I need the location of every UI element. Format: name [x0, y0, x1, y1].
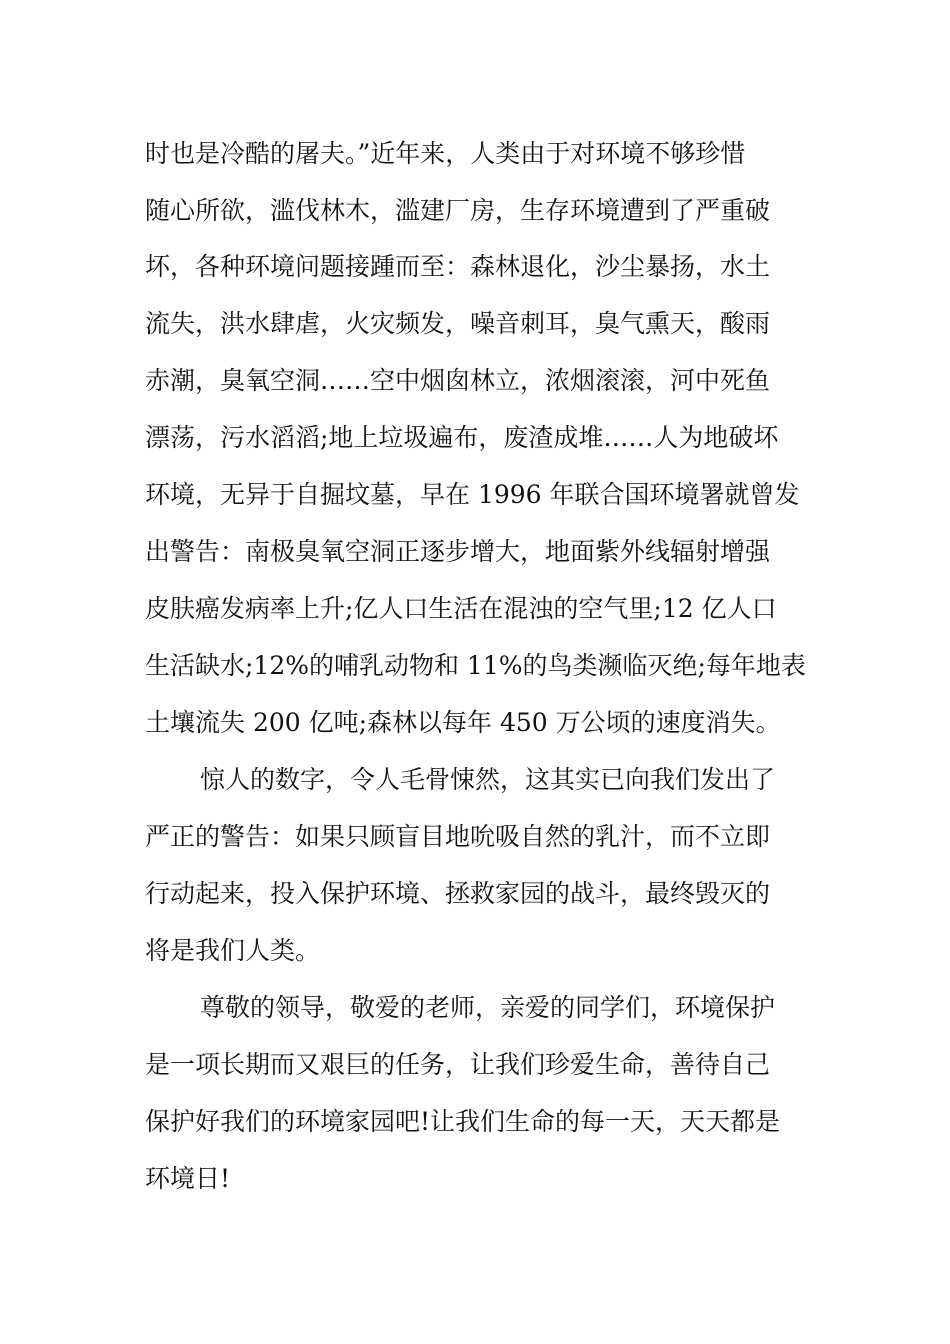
- text-line: 赤潮，臭氧空洞……空中烟囱林立，浓烟滚滚，河中死鱼: [145, 366, 771, 395]
- text-line: 是一项长期而又艰巨的任务，让我们珍爱生命，善待自己: [145, 1050, 771, 1079]
- paragraph-start-line: 惊人的数字，令人毛骨悚然，这其实已向我们发出了: [200, 765, 776, 794]
- text-line: 严正的警告：如果只顾盲目地吮吸自然的乳汁，而不立即: [145, 822, 771, 851]
- text-line: 流失，洪水肆虐，火灾频发，噪音刺耳，臭气熏天，酸雨: [145, 309, 771, 338]
- text-line: 环境，无异于自掘坟墓，早在 1996 年联合国环境署就曾发: [145, 480, 800, 509]
- text-line: 将是我们人类。: [145, 936, 321, 965]
- text-line: 随心所欲，滥伐林木，滥建厂房，生存环境遭到了严重破: [145, 196, 771, 225]
- text-line: 行动起来，投入保护环境、拯救家园的战斗，最终毁灭的: [145, 879, 771, 908]
- text-line: 生活缺水;12%的哺乳动物和 11%的鸟类濒临灭绝;每年地表: [145, 651, 806, 680]
- text-line: 坏，各种环境问题接踵而至：森林退化，沙尘暴扬，水土: [145, 252, 771, 281]
- text-line: 皮肤癌发病率上升;亿人口生活在混浊的空气里;12 亿人口: [145, 594, 777, 623]
- text-line: 时也是冷酷的屠夫。”近年来，人类由于对环境不够珍惜: [145, 139, 746, 168]
- text-line: 出警告：南极臭氧空洞正逐步增大，地面紫外线辐射增强: [145, 537, 771, 566]
- paragraph-start-line: 尊敬的领导，敬爱的老师，亲爱的同学们，环境保护: [200, 993, 776, 1022]
- text-line: 保护好我们的环境家园吧!让我们生命的每一天，天天都是: [145, 1107, 781, 1136]
- text-line: 环境日!: [145, 1164, 231, 1193]
- text-line: 漂荡，污水滔滔;地上垃圾遍布，废渣成堆……人为地破坏: [145, 423, 779, 452]
- text-line: 土壤流失 200 亿吨;森林以每年 450 万公顷的速度消失。: [145, 708, 781, 737]
